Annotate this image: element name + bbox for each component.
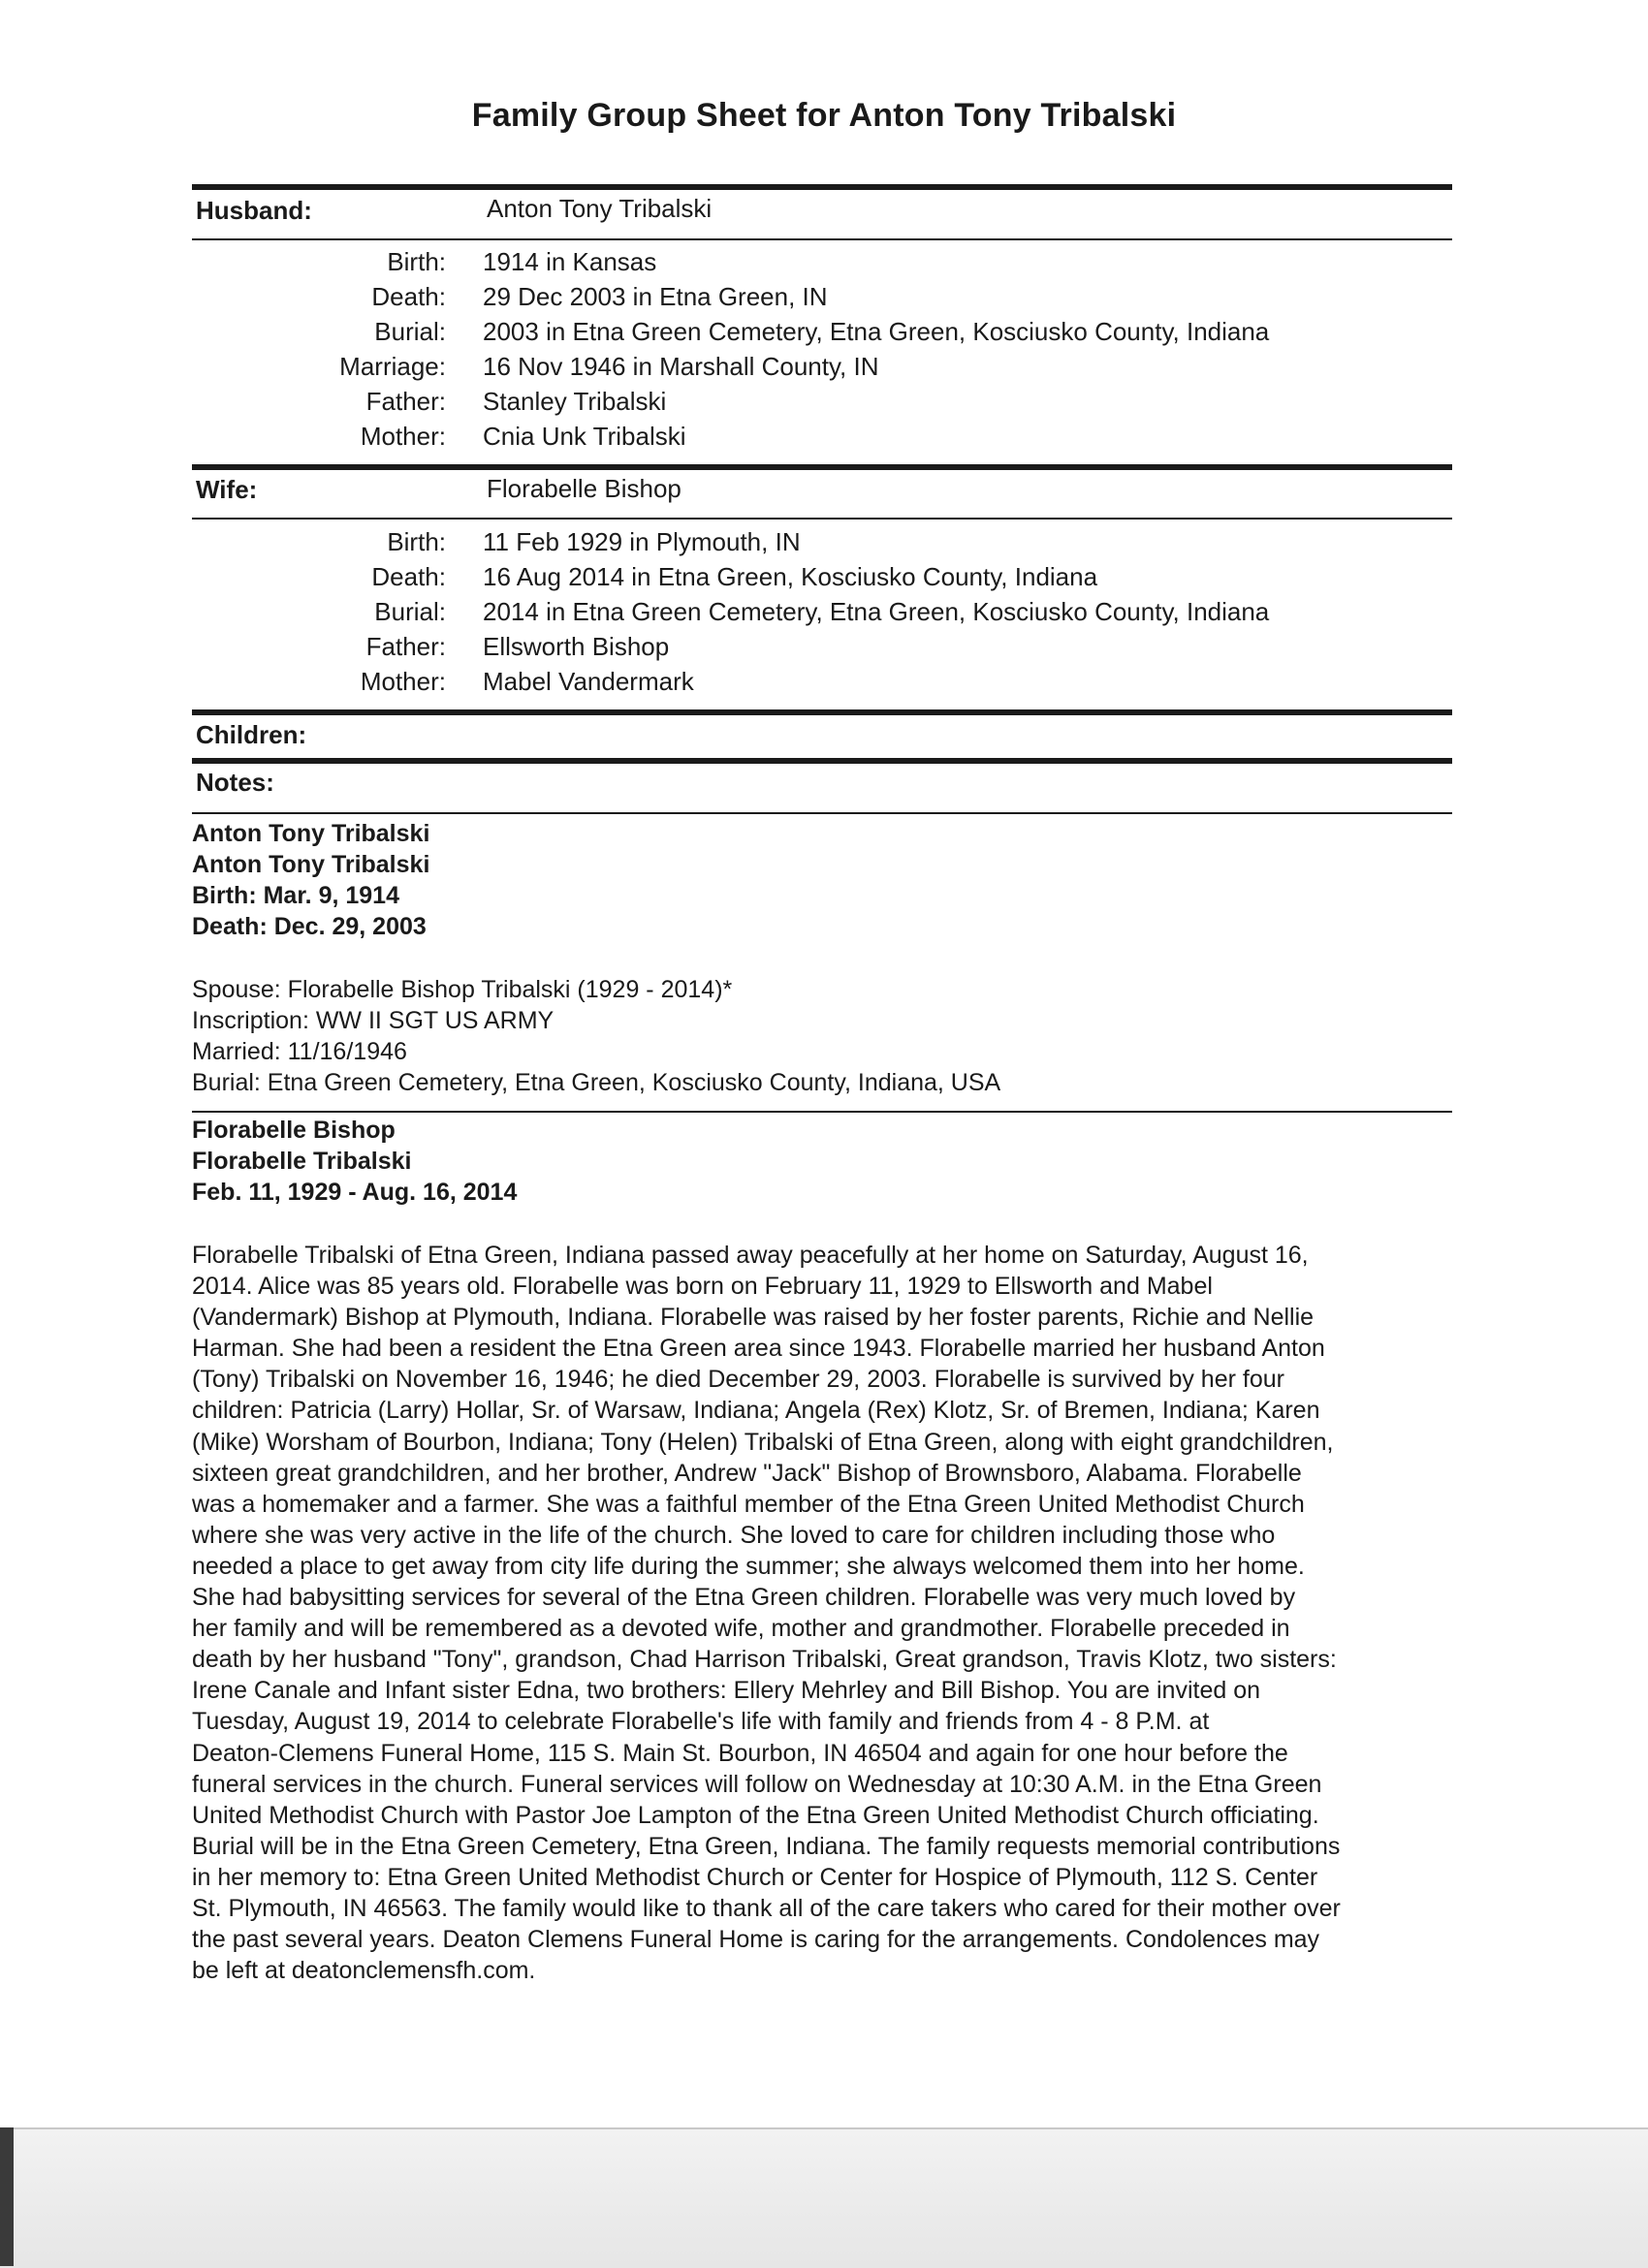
obituary-line: Tuesday, August 19, 2014 to celebrate Florabelle's life with family and friends from 4 - 8 P.M. at bbox=[192, 1708, 1210, 1736]
obituary-line: Florabelle Tribalski of Etna Green, Indiana passed away peacefully at her home on Saturday, August 16, bbox=[192, 1242, 1309, 1269]
fact-value: Mabel Vandermark bbox=[483, 667, 694, 696]
obituary-line: 2014. Alice was 85 years old. Florabelle was born on February 11, 1929 to Ellsworth and Mabel bbox=[192, 1273, 1213, 1301]
fact-label: Burial: bbox=[374, 317, 446, 346]
fact-value: 2003 in Etna Green Cemetery, Etna Green, Kosciusko County, Indiana bbox=[483, 317, 1270, 346]
fact-value: Cnia Unk Tribalski bbox=[483, 422, 686, 451]
section-divider bbox=[192, 238, 1452, 240]
fact-value: 2014 in Etna Green Cemetery, Etna Green, Kosciusko County, Indiana bbox=[483, 597, 1270, 626]
obituary-line: funeral services in the church. Funeral services will follow on Wednesday at 10:30 A.M. in the Etna Green bbox=[192, 1770, 1322, 1798]
fact-value: Stanley Tribalski bbox=[483, 387, 667, 416]
obituary-line: United Methodist Church with Pastor Joe Lampton of the Etna Green United Methodist Church officiating. bbox=[192, 1801, 1319, 1829]
wife-name: Florabelle Bishop bbox=[487, 474, 681, 503]
note-spouse: Spouse: Florabelle Bishop Tribalski (1929 - 2014)* bbox=[192, 976, 733, 1003]
note-burial: Burial: Etna Green Cemetery, Etna Green, Kosciusko County, Indiana, USA bbox=[192, 1069, 1001, 1096]
note-name: Anton Tony Tribalski bbox=[192, 820, 430, 847]
obituary-line: St. Plymouth, IN 46563. The family would like to thank all of the care takers who cared for their mother over bbox=[192, 1894, 1341, 1922]
fact-value: 1914 in Kansas bbox=[483, 247, 657, 276]
fact-label: Birth: bbox=[387, 247, 446, 276]
page-title: Family Group Sheet for Anton Tony Tribalski bbox=[471, 97, 1177, 134]
obituary-line: needed a place to get away from city life during the summer; she always welcomed them into her home. bbox=[192, 1552, 1305, 1580]
obituary-line: children: Patricia (Larry) Hollar, Sr. of Warsaw, Indiana; Angela (Rex) Klotz, Sr. of Bremen, Indiana; Karen bbox=[192, 1397, 1320, 1425]
section-rule bbox=[192, 758, 1452, 764]
obituary-line: in her memory to: Etna Green United Methodist Church or Center for Hospice of Plymouth, 112 S. Center bbox=[192, 1863, 1318, 1891]
obituary-line: She had babysitting services for several of the Etna Green children. Florabelle was very much loved by bbox=[192, 1584, 1296, 1612]
obituary-line: where she was very active in the life of the church. She loved to care for children including those who bbox=[192, 1521, 1276, 1549]
section-rule bbox=[192, 184, 1452, 190]
obituary-line: (Vandermark) Bishop at Plymouth, Indiana. Florabelle was raised by her foster parents, Richie and Nellie bbox=[192, 1304, 1315, 1332]
obituary-line: was a homemaker and a farmer. She was a faithful member of the Etna Green United Methodist Church bbox=[192, 1490, 1305, 1518]
fact-label: Death: bbox=[371, 282, 446, 311]
obituary-line: Deaton-Clemens Funeral Home, 115 S. Main St. Bourbon, IN 46504 and again for one hour before the bbox=[192, 1739, 1288, 1767]
fact-value: 16 Aug 2014 in Etna Green, Kosciusko County, Indiana bbox=[483, 562, 1098, 591]
obituary-line: Burial will be in the Etna Green Cemetery, Etna Green, Indiana. The family requests memorial contributions bbox=[192, 1832, 1341, 1860]
note-name: Florabelle Tribalski bbox=[192, 1148, 412, 1175]
scan-bottom-band bbox=[0, 2127, 1648, 2268]
wife-label: Wife: bbox=[196, 475, 258, 504]
fact-value: 11 Feb 1929 in Plymouth, IN bbox=[483, 527, 801, 556]
section-divider bbox=[192, 812, 1452, 814]
note-dates: Feb. 11, 1929 - Aug. 16, 2014 bbox=[192, 1179, 518, 1206]
obituary-line: death by her husband "Tony", grandson, Chad Harrison Tribalski, Great grandson, Travis Klotz, two sisters: bbox=[192, 1646, 1337, 1674]
note-inscription: Inscription: WW II SGT US ARMY bbox=[192, 1007, 555, 1034]
obituary-line: sixteen great grandchildren, and her brother, Andrew "Jack" Bishop of Brownsboro, Alabama. Florabelle bbox=[192, 1459, 1302, 1487]
husband-name: Anton Tony Tribalski bbox=[487, 194, 713, 223]
notes-label: Notes: bbox=[196, 768, 274, 797]
obituary-line: her family and will be remembered as a devoted wife, mother and grandmother. Florabelle preceded in bbox=[192, 1615, 1290, 1643]
fact-label: Death: bbox=[371, 562, 446, 591]
note-name: Anton Tony Tribalski bbox=[192, 851, 430, 878]
obituary-line: (Mike) Worsham of Bourbon, Indiana; Tony (Helen) Tribalski of Etna Green, along with eight grandchildren, bbox=[192, 1428, 1334, 1456]
fact-label: Father: bbox=[365, 632, 446, 661]
note-death: Death: Dec. 29, 2003 bbox=[192, 913, 427, 940]
notes-divider bbox=[192, 1111, 1452, 1113]
obituary-text bbox=[192, 1240, 1462, 1986]
fact-label: Mother: bbox=[360, 422, 446, 451]
fact-label: Birth: bbox=[387, 527, 446, 556]
section-rule bbox=[192, 464, 1452, 470]
obituary-line: Harman. She had been a resident the Etna Green area since 1943. Florabelle married her husband Anton bbox=[192, 1335, 1325, 1363]
note-birth: Birth: Mar. 9, 1914 bbox=[192, 882, 399, 909]
fact-label: Mother: bbox=[360, 667, 446, 696]
note-name: Florabelle Bishop bbox=[192, 1117, 396, 1144]
section-divider bbox=[192, 518, 1452, 520]
fact-label: Burial: bbox=[374, 597, 446, 626]
obituary-line: Irene Canale and Infant sister Edna, two brothers: Ellery Mehrley and Bill Bishop. You are invited on bbox=[192, 1677, 1261, 1705]
obituary-line: (Tony) Tribalski on November 16, 1946; he died December 29, 2003. Florabelle is survived by her four bbox=[192, 1366, 1284, 1394]
scan-edge-shadow bbox=[0, 2127, 14, 2266]
fact-value: Ellsworth Bishop bbox=[483, 632, 670, 661]
obituary-line: be left at deatonclemensfh.com. bbox=[192, 1957, 536, 1985]
section-rule bbox=[192, 709, 1452, 715]
fact-value: 29 Dec 2003 in Etna Green, IN bbox=[483, 282, 828, 311]
children-label: Children: bbox=[196, 720, 307, 749]
fact-label: Marriage: bbox=[339, 352, 446, 381]
note-married: Married: 11/16/1946 bbox=[192, 1038, 407, 1065]
husband-label: Husband: bbox=[196, 196, 312, 225]
obituary-line: the past several years. Deaton Clemens Funeral Home is caring for the arrangements. Condolences may bbox=[192, 1926, 1320, 1954]
fact-value: 16 Nov 1946 in Marshall County, IN bbox=[483, 352, 879, 381]
fact-label: Father: bbox=[365, 387, 446, 416]
